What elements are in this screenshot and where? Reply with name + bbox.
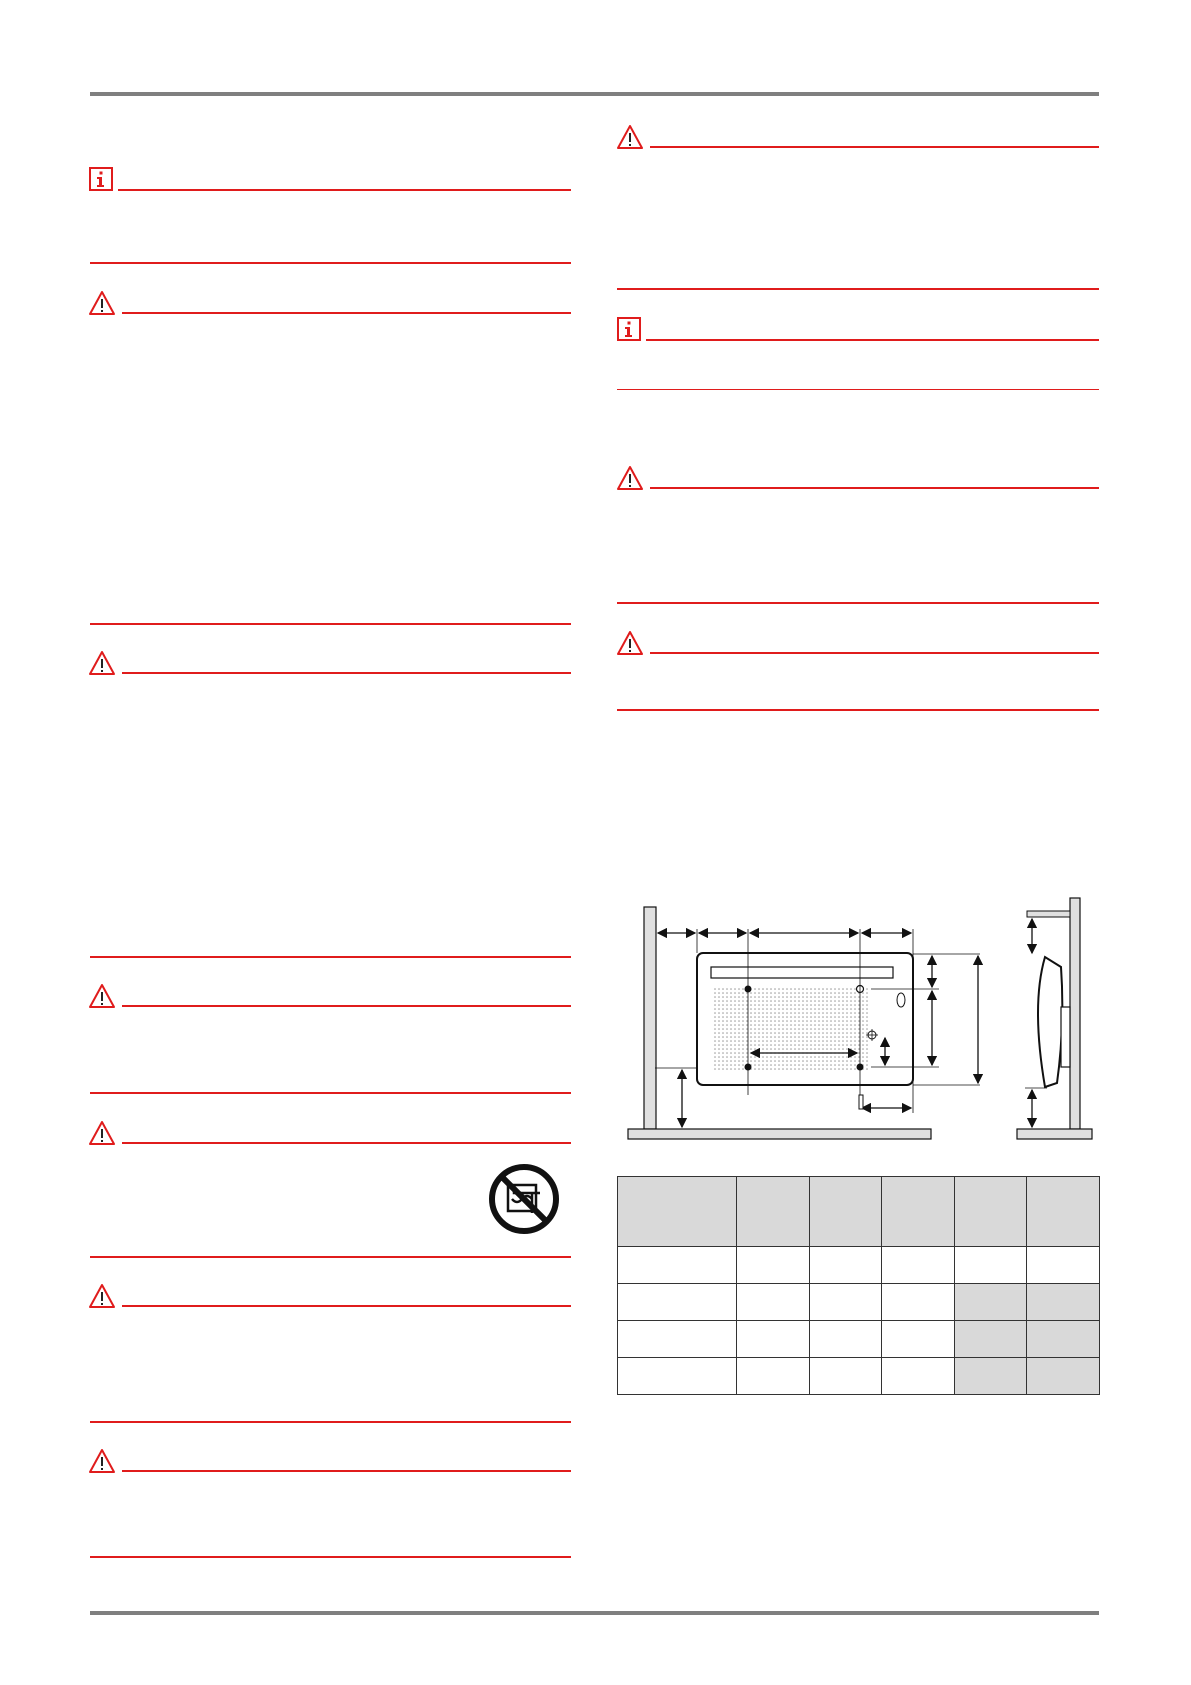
info-icon: [617, 317, 641, 341]
warning-notice-bottom-line: [90, 1256, 571, 1258]
warning-notice-top-line: [122, 1005, 571, 1007]
info-icon: [89, 167, 113, 191]
info-notice-top-line: [646, 339, 1099, 341]
table-cell: [810, 1284, 882, 1321]
table-cell: [737, 1247, 810, 1284]
warning-notice-bottom-line: [90, 1092, 571, 1094]
table-header-cell: [810, 1177, 882, 1247]
table-cell: [737, 1358, 810, 1395]
wall-section: [644, 907, 656, 1129]
header-rule: [90, 92, 1099, 96]
side-wall-section: [1070, 898, 1080, 1129]
warning-triangle-icon: [616, 630, 644, 656]
table-cell: [810, 1247, 882, 1284]
info-notice-top-line: [118, 189, 571, 191]
warning-triangle-icon: [88, 1283, 116, 1309]
table-header-cell: [955, 1177, 1027, 1247]
warning-notice-top-line: [650, 146, 1099, 148]
table-cell-shaded: [955, 1321, 1027, 1358]
warning-notice-top-line: [122, 312, 571, 314]
table-cell-shaded: [1027, 1358, 1100, 1395]
table-cell: [618, 1321, 737, 1358]
table-cell: [618, 1247, 737, 1284]
table-row: [618, 1358, 1100, 1395]
table-cell: [737, 1284, 810, 1321]
table-cell: [618, 1284, 737, 1321]
warning-notice-top-line: [650, 487, 1099, 489]
warning-triangle-icon: [88, 290, 116, 316]
table-row: [618, 1284, 1100, 1321]
table-cell: [882, 1284, 955, 1321]
warning-triangle-icon: [88, 1448, 116, 1474]
table-cell: [882, 1358, 955, 1395]
table-cell-shaded: [955, 1284, 1027, 1321]
warning-triangle-icon: [616, 465, 644, 491]
warning-notice-top-line: [122, 1142, 571, 1144]
wall-mounting-drawing: [625, 895, 1100, 1145]
table-cell: [882, 1321, 955, 1358]
warning-notice-bottom-line: [617, 709, 1099, 711]
dimensions-table: [617, 1176, 1100, 1395]
warning-triangle-icon: [88, 1120, 116, 1146]
warning-triangle-icon: [616, 124, 644, 150]
warning-notice-top-line: [650, 652, 1099, 654]
warning-notice-bottom-line: [617, 288, 1099, 290]
table-cell-shaded: [1027, 1321, 1100, 1358]
table-header-row: [618, 1177, 1100, 1247]
warning-notice-top-line: [122, 1305, 571, 1307]
heater-grille: [714, 988, 870, 1070]
footer-rule: [90, 1611, 1099, 1615]
table-cell: [810, 1358, 882, 1395]
table-cell: [882, 1247, 955, 1284]
table-header-cell: [882, 1177, 955, 1247]
table-cell: [618, 1358, 737, 1395]
table-header-cell: [618, 1177, 737, 1247]
table-cell-shaded: [1027, 1284, 1100, 1321]
table-header-cell: [737, 1177, 810, 1247]
table-cell-shaded: [955, 1358, 1027, 1395]
table-row: [618, 1321, 1100, 1358]
table-cell: [1027, 1247, 1100, 1284]
info-notice-bottom-line: [90, 262, 571, 264]
floor-section: [628, 1129, 931, 1139]
table-header-cell: [1027, 1177, 1100, 1247]
table-cell: [810, 1321, 882, 1358]
table-row: [618, 1247, 1100, 1284]
side-floor-section: [1017, 1129, 1092, 1139]
table-cell: [955, 1247, 1027, 1284]
info-notice-bottom-line: [617, 389, 1099, 390]
warning-notice-bottom-line: [90, 623, 571, 625]
warning-notice-bottom-line: [90, 1421, 571, 1423]
table-cell: [737, 1321, 810, 1358]
warning-notice-bottom-line: [90, 1556, 571, 1558]
warning-notice-top-line: [122, 1470, 571, 1472]
warning-notice-bottom-line: [617, 602, 1099, 604]
warning-notice-bottom-line: [90, 956, 571, 958]
heater-side-profile: [1038, 957, 1062, 1087]
warning-notice-top-line: [122, 672, 571, 674]
warning-triangle-icon: [88, 983, 116, 1009]
do-not-cover-icon: [488, 1163, 560, 1235]
warning-triangle-icon: [88, 650, 116, 676]
